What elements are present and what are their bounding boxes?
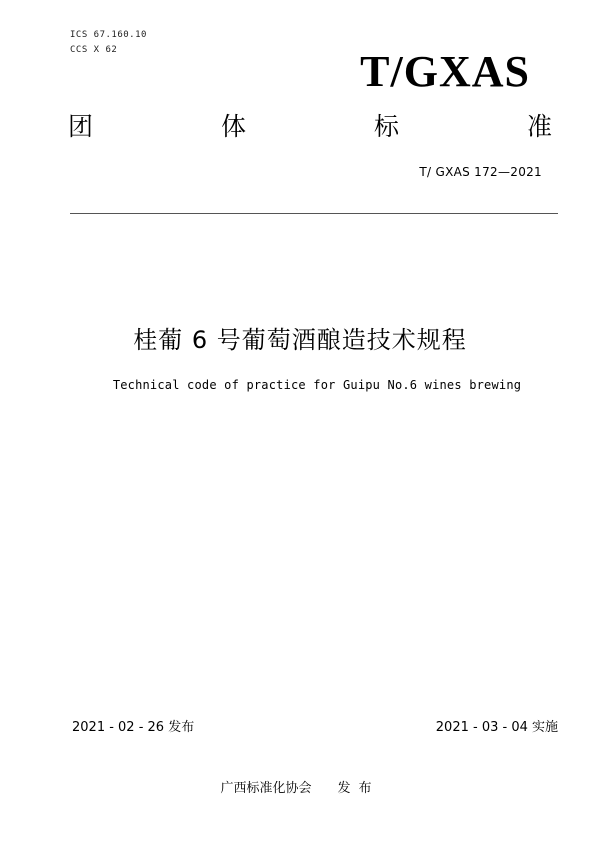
issue-date: 2021 - 02 - 26 发布 bbox=[72, 720, 195, 735]
document-title-english: Technical code of practice for Guipu No.6 wines brewing bbox=[112, 378, 522, 392]
document-title-chinese: 桂葡 6 号葡萄酒酿造技术规程 bbox=[133, 326, 467, 354]
ccs-code: CCS X 62 bbox=[70, 45, 118, 55]
ics-code: ICS 67.160.10 bbox=[70, 30, 147, 40]
standard-type-char: 团 bbox=[68, 112, 94, 141]
publisher-name: 广西标准化协会 bbox=[220, 781, 312, 796]
publish-word: 发布 bbox=[337, 781, 380, 796]
header-divider bbox=[70, 213, 558, 214]
standard-type-heading bbox=[68, 114, 552, 139]
publisher-line bbox=[0, 777, 600, 796]
implementation-date: 2021 - 03 - 04 实施 bbox=[435, 720, 558, 735]
standard-type-char: 准 bbox=[526, 112, 552, 141]
standard-type-char: 体 bbox=[220, 112, 246, 141]
standard-type-char: 标 bbox=[373, 112, 399, 141]
standard-number: T/ GXAS 172—2021 bbox=[419, 165, 542, 179]
standard-logo: T/GXAS bbox=[360, 47, 530, 96]
